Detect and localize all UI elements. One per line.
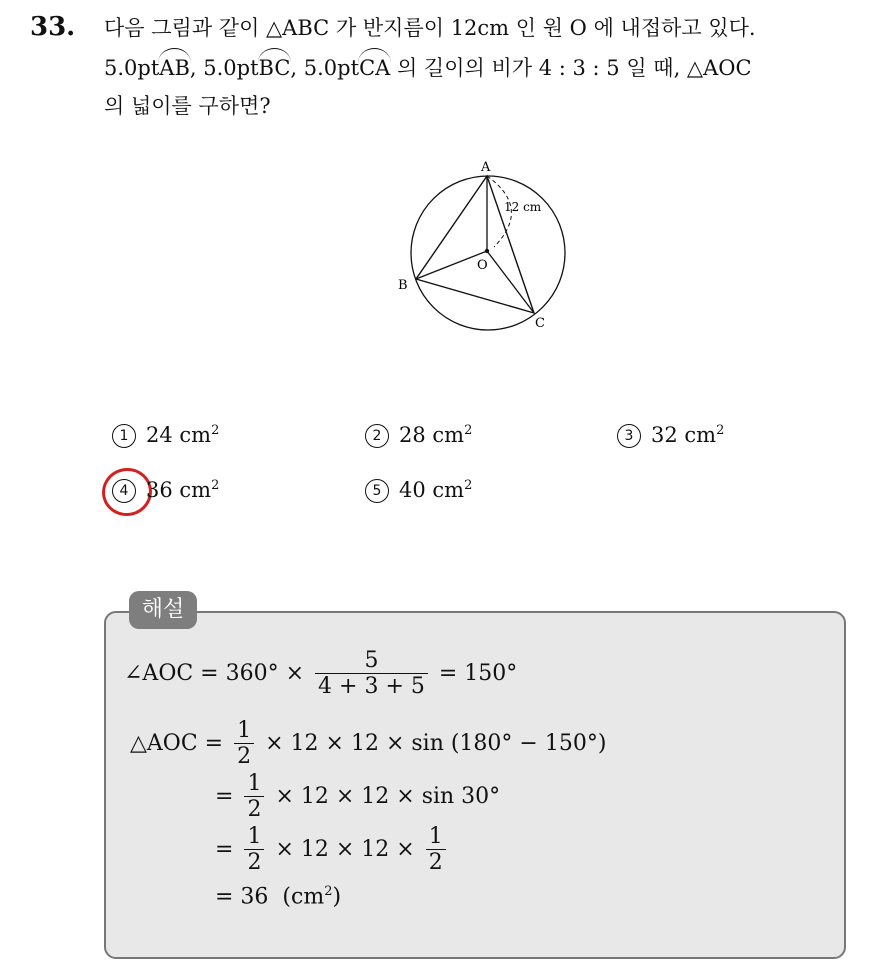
eq1-left: ∠AOC = 360° ×	[124, 660, 305, 686]
question-line-2-suffix: 의 길이의 비가 4 : 3 : 5 일 때, △AOC	[390, 56, 752, 80]
eq2-left: △AOC =	[130, 730, 224, 756]
triangle-circle-figure	[380, 150, 580, 344]
label-b: B	[398, 278, 408, 293]
eq4-mid: × 12 × 12 ×	[275, 836, 415, 862]
radius-label: 12 cm	[504, 200, 542, 214]
eq4-half-fraction-2	[426, 824, 446, 876]
question-line-2-prefix: 5.0pt	[104, 56, 160, 80]
choice-2-exponent: 2	[464, 423, 473, 438]
eq4-half-fraction	[244, 824, 264, 876]
eq4-half-numerator-2: 1	[426, 824, 446, 850]
question-line-2-sep2: , 5.0pt	[290, 56, 360, 80]
triangle-abc	[416, 176, 534, 313]
choice-1[interactable]	[112, 423, 219, 448]
solution-eq-1	[124, 648, 517, 700]
choice-1-value: 24 cm	[146, 423, 212, 447]
eq5-value: = 36	[215, 884, 269, 910]
choice-5-value: 40 cm	[399, 478, 465, 502]
eq1-numerator: 5	[315, 648, 428, 674]
eq2-right: × 12 × 12 × sin (180° − 150°)	[265, 730, 607, 756]
eq4-half-numerator: 1	[244, 824, 264, 850]
segment-oc	[487, 251, 534, 313]
choice-5-number: 5	[365, 479, 389, 503]
solution-eq-2	[130, 718, 606, 770]
question-line-2-sep1: , 5.0pt	[189, 56, 259, 80]
eq3-right: × 12 × 12 × sin 30°	[275, 783, 501, 809]
question-number: 33.	[30, 12, 76, 42]
eq2-half-denominator: 2	[237, 744, 252, 770]
arc-bc-label: BC	[258, 56, 291, 80]
eq1-right: = 150°	[438, 660, 518, 686]
choice-2-number: 2	[365, 424, 389, 448]
question-line-1: 다음 그림과 같이 △ABC 가 반지름이 12cm 인 원 O 에 내접하고 있다.	[104, 16, 756, 40]
eq1-fraction	[315, 648, 428, 700]
arc-ca-label: CA	[359, 56, 391, 80]
arc-ab-label: AB	[159, 56, 190, 80]
center-point	[485, 249, 489, 253]
eq5-close: )	[332, 884, 342, 910]
eq2-half-fraction	[234, 718, 254, 770]
choice-4[interactable]	[112, 478, 219, 503]
choice-3-number: 3	[617, 424, 641, 448]
choice-2-value: 28 cm	[399, 423, 465, 447]
solution-eq-5	[215, 884, 341, 909]
choice-4-number: 4	[112, 479, 136, 503]
choice-1-number: 1	[112, 424, 136, 448]
choice-1-exponent: 2	[211, 423, 220, 438]
choice-3-exponent: 2	[716, 423, 725, 438]
solution-eq-4	[215, 824, 450, 876]
figure-svg	[380, 150, 580, 340]
choice-5[interactable]	[365, 478, 472, 503]
eq3-left: =	[215, 783, 234, 809]
eq4-half-denominator-2: 2	[428, 850, 443, 876]
choice-4-value: 36 cm	[146, 478, 212, 502]
choice-3[interactable]	[617, 423, 724, 448]
choice-3-value: 32 cm	[651, 423, 717, 447]
eq1-denominator: 4 + 3 + 5	[318, 674, 425, 700]
label-a: A	[481, 160, 491, 175]
question-line-3: 의 넓이를 구하면?	[104, 94, 271, 118]
choice-4-exponent: 2	[211, 478, 220, 493]
eq4-half-denominator: 2	[247, 850, 262, 876]
label-c: C	[535, 316, 545, 331]
eq2-half-numerator: 1	[234, 718, 254, 744]
eq5-unit: (cm	[282, 884, 325, 910]
choice-5-exponent: 2	[464, 478, 473, 493]
solution-eq-3	[215, 771, 500, 823]
question-line-2	[104, 58, 752, 79]
eq3-half-denominator: 2	[247, 797, 262, 823]
eq3-half-numerator: 1	[244, 771, 264, 797]
solution-tag: 해설	[129, 591, 197, 629]
eq4-left: =	[215, 836, 234, 862]
eq3-half-fraction	[244, 771, 264, 823]
label-o: O	[477, 258, 488, 273]
choice-2[interactable]	[365, 423, 472, 448]
eq5-exponent: 2	[324, 884, 333, 899]
